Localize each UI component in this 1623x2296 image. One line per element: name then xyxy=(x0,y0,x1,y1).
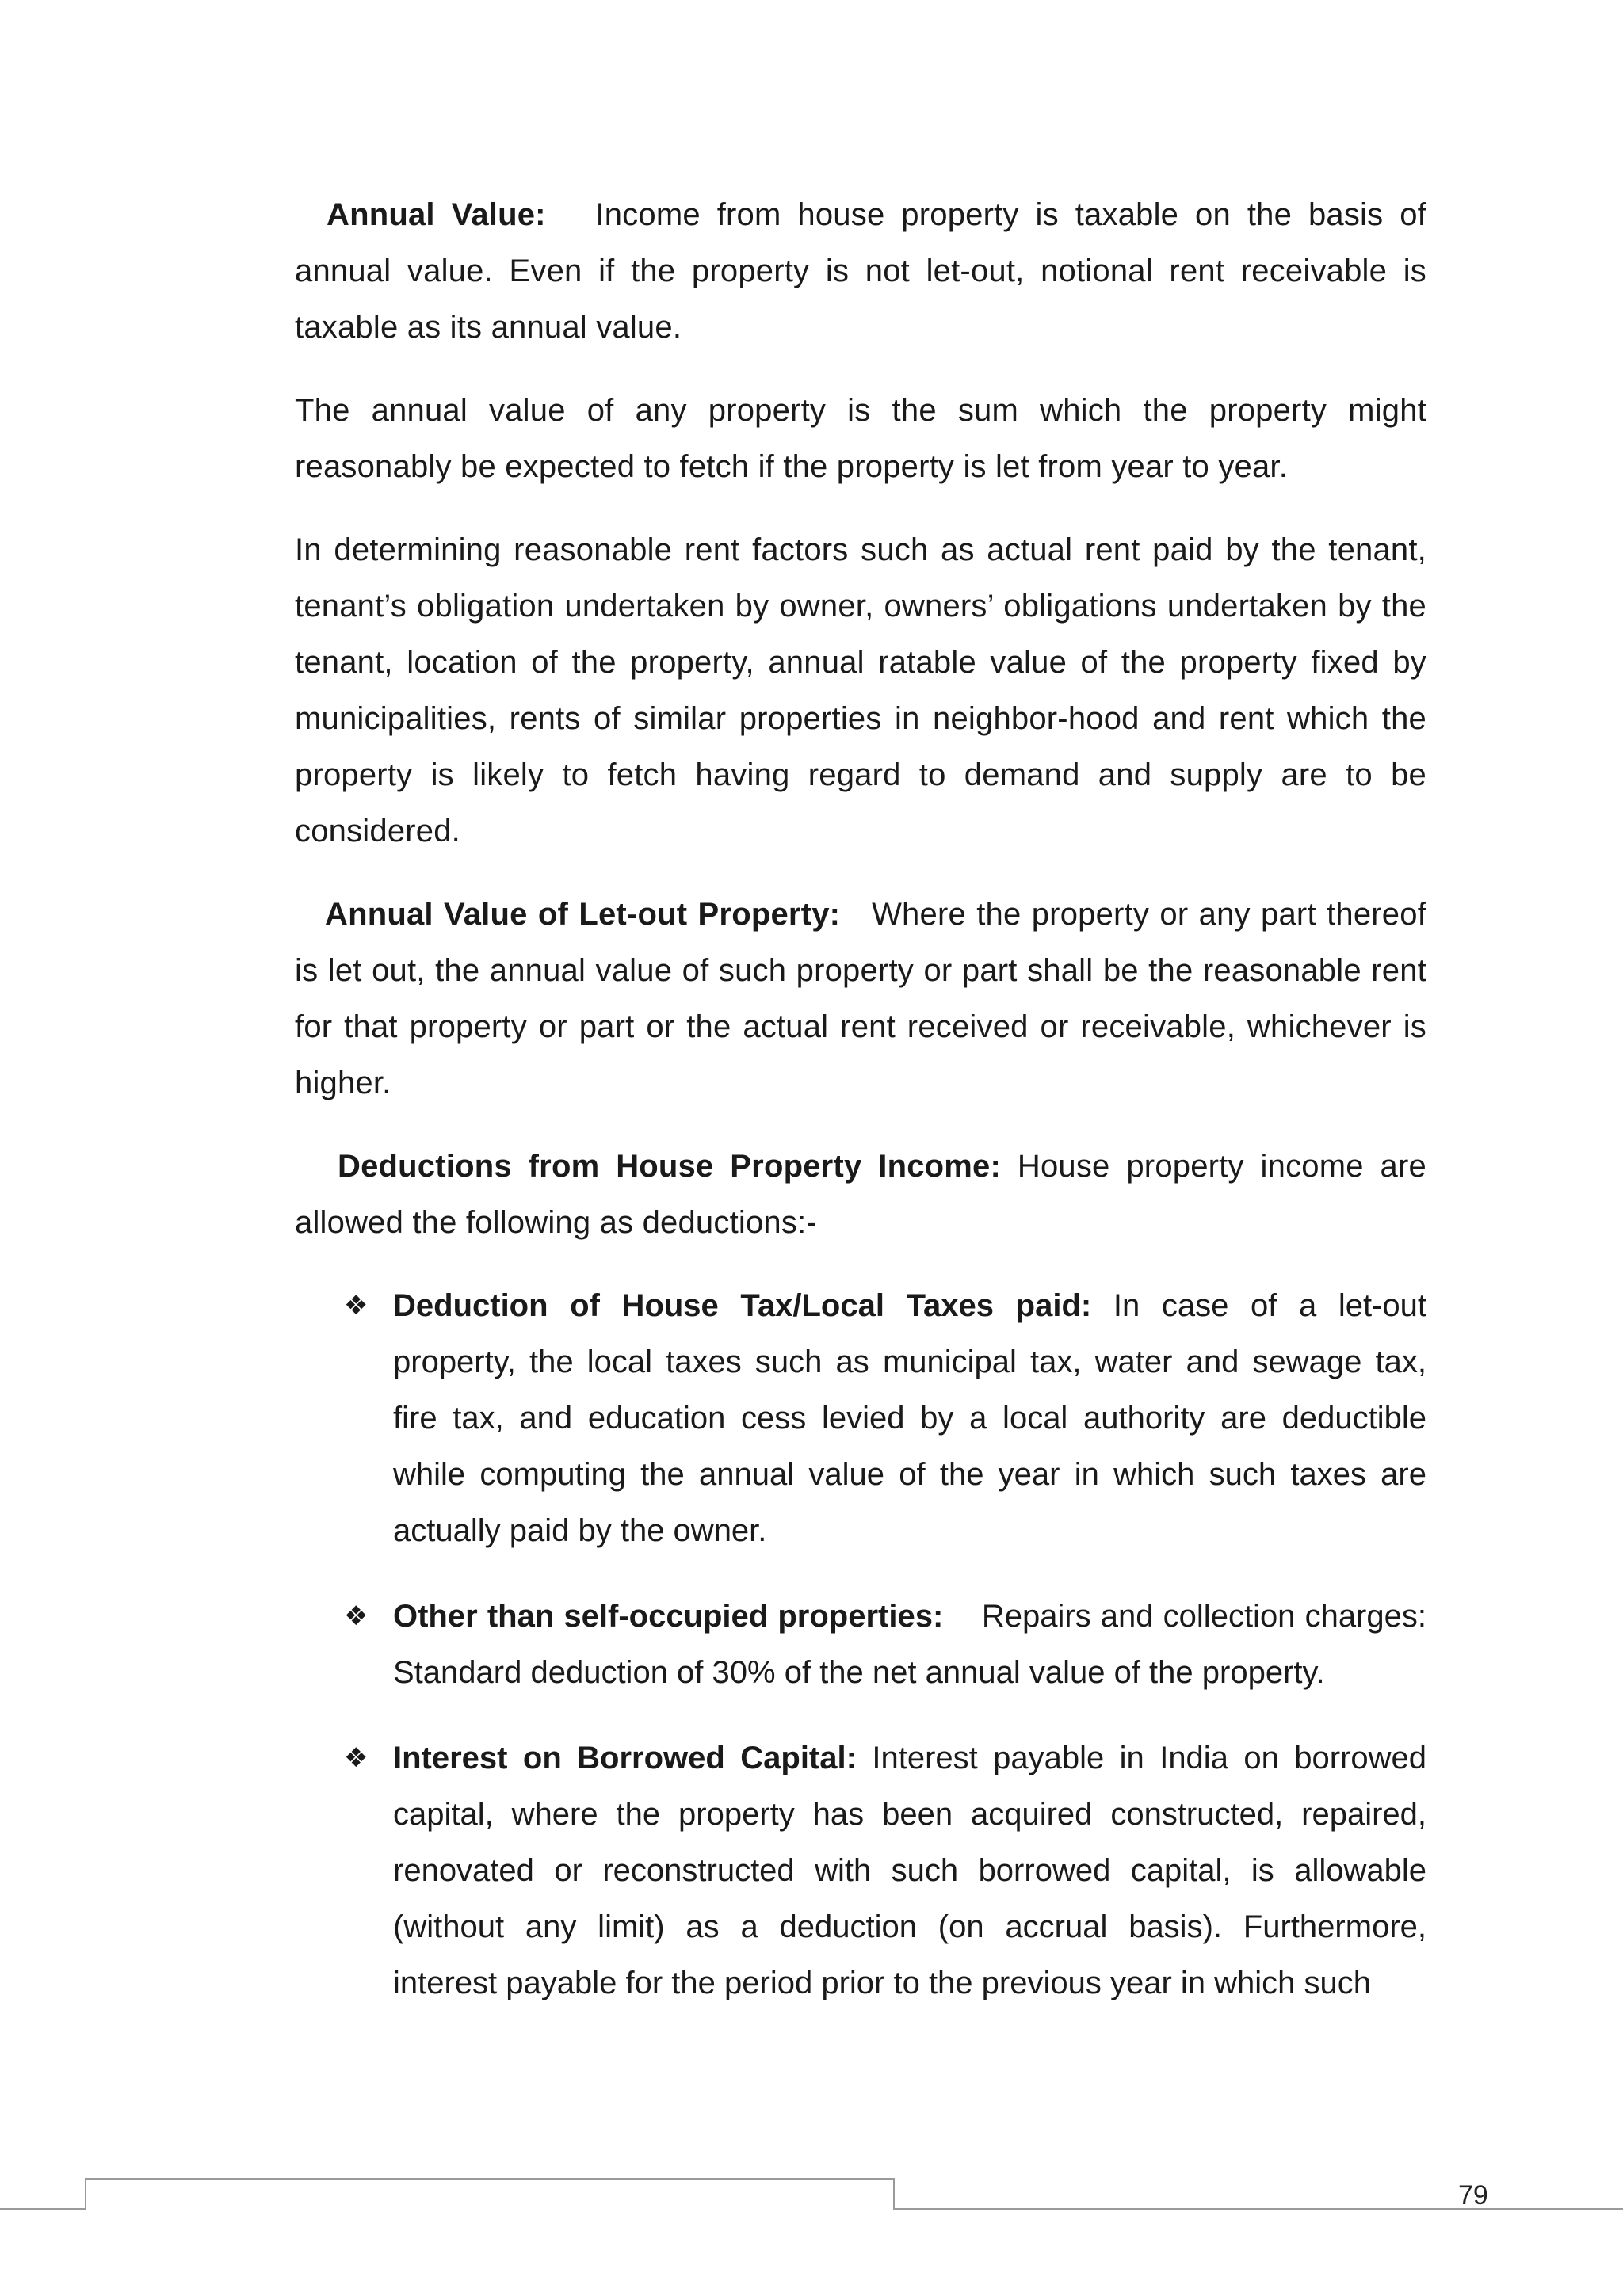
let-out-property-heading: Annual Value of Let-out Property: xyxy=(325,897,841,932)
page-body xyxy=(295,187,1426,2041)
self-occupied-heading: Other than self-occupied properties: xyxy=(393,1599,944,1634)
page-footer xyxy=(0,2171,1623,2266)
let-out-property-text: Where the property or any part thereof is let out, the annual value of such property or part shall be the reasonable rent for that property or part or the actual rent received or receivable, whichever is higher. xyxy=(295,897,1427,1100)
annual-value-text: Income from house property is taxable on the basis of annual value. Even if the property is not let-out, notional rent receivable is taxable as its annual value. xyxy=(295,197,1426,345)
reasonable-rent-paragraph: In determining reasonable rent factors such as actual rent paid by the tenant, tenant’s obligation undertaken by owner, owners’ obligations undertaken by the tenant, location of the property, annual ratable value of the property fixed by municipalities, rents of similar properties in neighbor-hood and rent which the property is likely to fetch having regard to demand and supply are to be considered. xyxy=(295,532,1426,849)
annual-value-paragraph xyxy=(295,187,1426,356)
deductions-list xyxy=(295,1278,1426,2012)
let-out-property-paragraph xyxy=(295,887,1426,1112)
house-tax-text: In case of a let-out property, the local taxes such as municipal tax, water and sewage tax, fire tax, and education cess levied by a local authority are deductible while computing the annual value of the year in which such taxes are actually paid by the owner. xyxy=(393,1288,1426,1548)
deductions-heading: Deductions from House Property Income: xyxy=(338,1149,1002,1184)
list-item xyxy=(295,1278,1426,1559)
list-item xyxy=(295,1589,1426,1701)
deductions-paragraph xyxy=(295,1138,1426,1251)
deductions-text: House property income are allowed the following as deductions:- xyxy=(295,1149,1426,1240)
four-diamond-bullet-icon: ❖ xyxy=(344,1742,369,1774)
borrowed-capital-text: Interest payable in India on borrowed capital, where the property has been acquired constructed, repaired, renovated or reconstructed with such borrowed capital, is allowable (without any limit) as a deduction (on accrual basis). Furthermore, interest payable for the period prior to the previous year in which such xyxy=(393,1741,1426,2000)
footer-rule xyxy=(0,2171,1623,2266)
four-diamond-bullet-icon: ❖ xyxy=(344,1290,369,1322)
self-occupied-text: Repairs and collection charges: Standard deduction of 30% of the net annual value of the property. xyxy=(393,1599,1426,1690)
four-diamond-bullet-icon: ❖ xyxy=(344,1600,369,1632)
borrowed-capital-heading: Interest on Borrowed Capital: xyxy=(393,1741,857,1775)
annual-value-definition-paragraph: The annual value of any property is the sum which the property might reasonably be expected to fetch if the property is let from year to year. xyxy=(295,393,1426,484)
page-number: 79 xyxy=(1458,2180,1488,2210)
annual-value-heading: Annual Value: xyxy=(327,197,546,232)
house-tax-heading: Deduction of House Tax/Local Taxes paid: xyxy=(393,1288,1092,1323)
list-item xyxy=(295,1730,1426,2012)
